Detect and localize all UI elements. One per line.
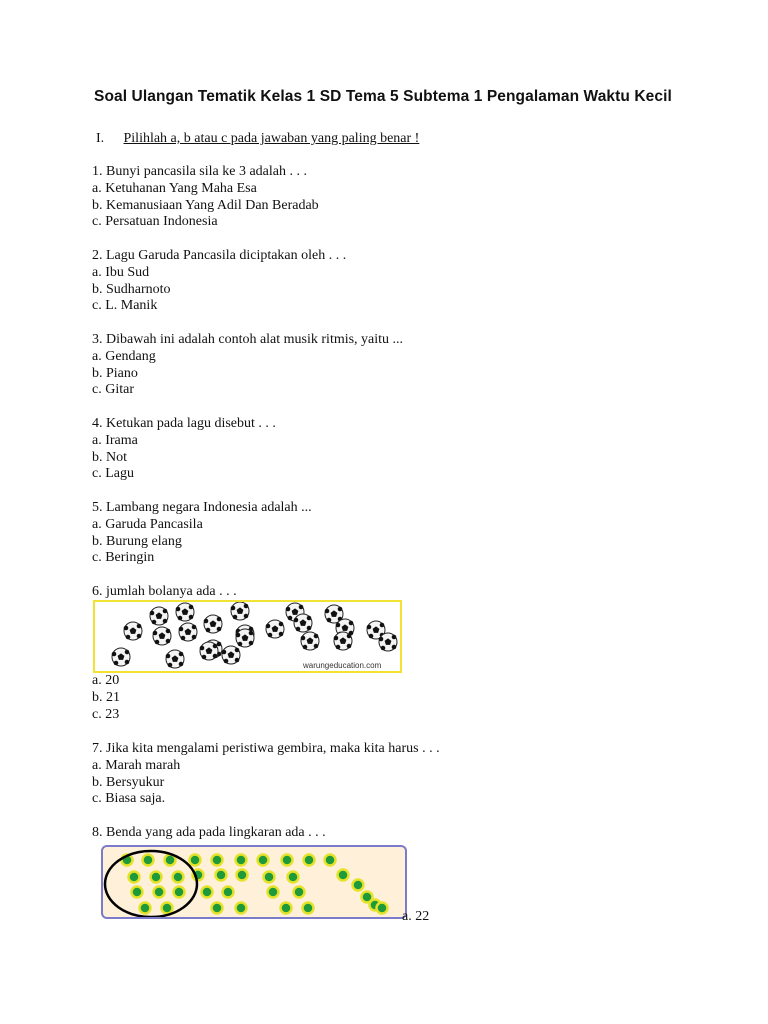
instruction	[96, 131, 419, 147]
dot	[377, 903, 388, 914]
dot	[202, 887, 213, 898]
question-2	[92, 248, 346, 315]
soccer-ball-icon	[179, 623, 197, 641]
dot	[154, 887, 165, 898]
instruction-number: I.	[96, 131, 105, 146]
dot	[190, 855, 201, 866]
option-b: b. Piano	[92, 365, 138, 381]
option-a: a. 22	[402, 909, 430, 924]
question-text: 4. Ketukan pada lagu disebut . . .	[92, 416, 276, 431]
question-8	[92, 825, 326, 842]
soccer-ball-icon	[301, 632, 319, 650]
dot	[282, 855, 293, 866]
soccer-ball-icon	[200, 642, 218, 660]
question-text: 1. Bunyi pancasila sila ke 3 adalah . . .	[92, 164, 307, 179]
dot	[268, 887, 279, 898]
option-c: c. Gitar	[92, 382, 134, 398]
question-text: 2. Lagu Garuda Pancasila diciptakan oleh . . .	[92, 248, 347, 263]
dot	[173, 872, 184, 883]
option-c: c. 23	[92, 706, 120, 722]
watermark: warungeducation.com	[303, 661, 382, 670]
option-a: a. Garuda Pancasila	[92, 516, 203, 532]
dot	[303, 903, 314, 914]
dot	[353, 880, 364, 891]
option-c: c. Beringin	[92, 550, 155, 566]
dot	[151, 872, 162, 883]
dot	[264, 872, 275, 883]
question-1	[92, 164, 319, 231]
soccer-ball-icon	[379, 633, 397, 651]
option-c: c. Persatuan Indonesia	[92, 214, 218, 230]
soccer-ball-icon	[112, 648, 130, 666]
option-c: c. L. Manik	[92, 298, 158, 314]
dot	[223, 887, 234, 898]
dot	[338, 870, 349, 881]
question-text: 7. Jika kita mengalami peristiwa gembira, maka kita harus . . .	[92, 741, 440, 756]
dot	[258, 855, 269, 866]
dot	[212, 903, 223, 914]
question-text: 6. jumlah bolanya ada . . .	[92, 584, 237, 599]
option-a: a. Gendang	[92, 348, 156, 364]
option-a: a. Irama	[92, 432, 138, 448]
dot	[236, 855, 247, 866]
soccer-ball-icon	[204, 615, 222, 633]
dots-figure	[103, 847, 405, 917]
dot	[325, 855, 336, 866]
soccer-ball-icon	[150, 607, 168, 625]
dot	[143, 855, 154, 866]
option-b: b. Bersyukur	[92, 774, 165, 790]
question-6	[92, 584, 237, 601]
soccer-ball-icon	[153, 627, 171, 645]
instruction-text: Pilihlah a, b atau c pada jawaban yang paling benar !	[123, 131, 420, 146]
question-5	[92, 500, 312, 567]
option-a: a. Ibu Sud	[92, 264, 150, 280]
question-6-options	[92, 673, 120, 723]
question-3	[92, 332, 403, 399]
option-b: b. 21	[92, 689, 120, 705]
dots-image	[101, 845, 407, 919]
soccer-balls-image	[93, 600, 402, 673]
soccer-ball-icon	[236, 629, 254, 647]
soccer-ball-icon	[124, 622, 142, 640]
question-text: 3. Dibawah ini adalah contoh alat musik ritmis, yaitu ...	[92, 332, 404, 347]
soccer-ball-icon	[231, 602, 249, 620]
soccer-ball-icon	[176, 603, 194, 621]
soccer-ball-icon	[222, 646, 240, 664]
dot	[294, 887, 305, 898]
question-text: 8. Benda yang ada pada lingkaran ada . . .	[92, 825, 326, 840]
dot	[281, 903, 292, 914]
dot	[162, 903, 173, 914]
soccer-ball-icon	[166, 650, 184, 668]
option-b: b. Burung elang	[92, 533, 182, 549]
dot	[140, 903, 151, 914]
option-a: a. Ketuhanan Yang Maha Esa	[92, 180, 257, 196]
question-7	[92, 741, 440, 808]
option-a: a. Marah marah	[92, 757, 181, 773]
soccer-ball-icon	[294, 614, 312, 632]
soccer-ball-icon	[266, 620, 284, 638]
dot	[174, 887, 185, 898]
option-b: b. Kemanusiaan Yang Adil Dan Beradab	[92, 197, 319, 213]
dot	[237, 870, 248, 881]
dot	[212, 855, 223, 866]
option-a: a. 20	[92, 673, 120, 688]
dot	[216, 870, 227, 881]
dot	[129, 872, 140, 883]
dot	[236, 903, 247, 914]
question-4	[92, 416, 276, 483]
soccer-ball-icon	[334, 632, 352, 650]
dot	[304, 855, 315, 866]
dot	[132, 887, 143, 898]
page-title: Soal Ulangan Tematik Kelas 1 SD Tema 5 Subtema 1 Pengalaman Waktu Kecil	[94, 88, 672, 105]
option-c: c. Biasa saja.	[92, 791, 166, 807]
dot	[288, 872, 299, 883]
option-c: c. Lagu	[92, 466, 134, 482]
option-b: b. Sudharnoto	[92, 281, 171, 297]
question-text: 5. Lambang negara Indonesia adalah ...	[92, 500, 312, 515]
option-b: b. Not	[92, 449, 127, 465]
